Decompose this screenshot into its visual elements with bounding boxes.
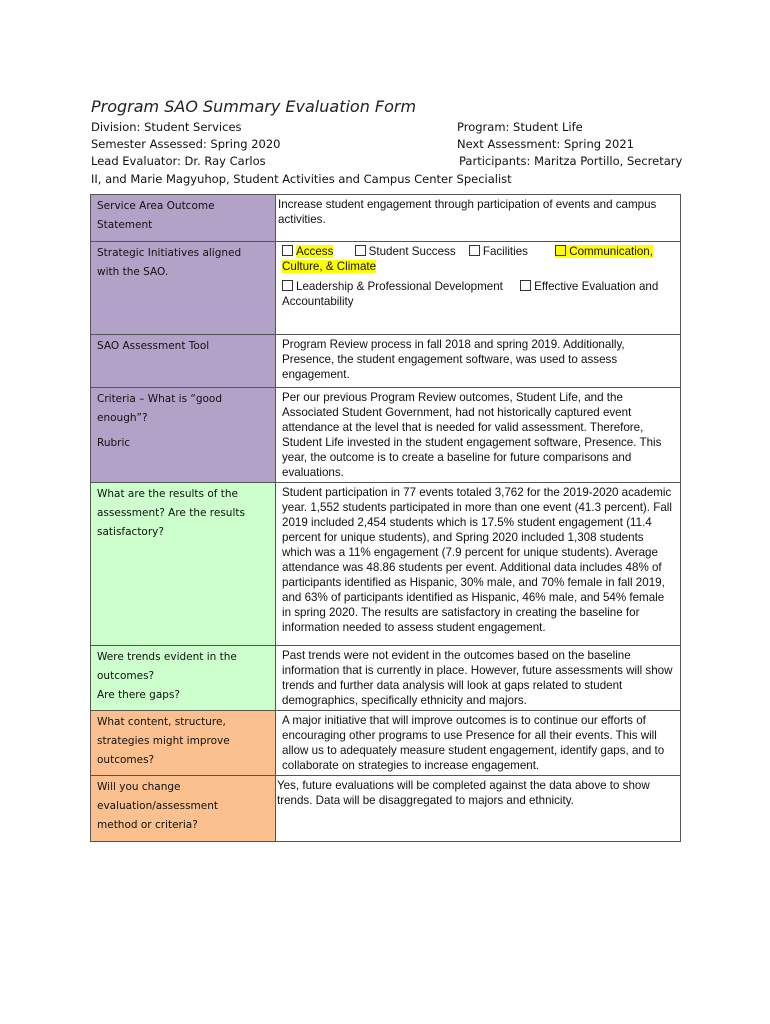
label-line: outcomes?: [97, 670, 155, 682]
value-trends: Past trends were not evident in the outcomes based on the baseline information that is currently in place. However, future assessments will show trends and further data analysis will look at gaps related to student demographics, specifically ethnicity and majors.: [276, 646, 681, 711]
value-outcome: Increase student engagement through participation of events and campus activities.: [276, 195, 681, 242]
label-line: enough”?: [97, 412, 148, 424]
option-effective-evaluation-cont: Accountability: [282, 295, 354, 308]
label-line: evaluation/assessment: [97, 800, 219, 812]
row-criteria: [91, 388, 681, 483]
label-line: Were trends evident in the: [97, 651, 237, 663]
label-results: [91, 483, 276, 646]
option-leadership: Leadership & Professional Development: [296, 280, 503, 293]
lead-evaluator-text: Lead Evaluator: Dr. Ray Carlos: [91, 154, 266, 168]
label-criteria: [91, 388, 276, 483]
option-communication: Communication,: [569, 245, 653, 258]
value-change: Yes, future evaluations will be completed against the data above to show trends. Data will be disaggregated to majors and ethnicity.: [276, 776, 681, 842]
row-change: [91, 776, 681, 842]
label-outcome: [91, 195, 276, 242]
value-tool: Program Review process in fall 2018 and spring 2019. Additionally, Presence, the student engagement software, was used to assess engagement.: [276, 335, 681, 388]
option-student-success: Student Success: [368, 245, 456, 258]
label-line: Are there gaps?: [97, 689, 180, 701]
label-line: with the SAO.: [97, 266, 169, 278]
label-line: SAO Assessment Tool: [97, 340, 210, 352]
checkbox-leadership[interactable]: [282, 280, 293, 291]
value-improve: A major initiative that will improve outcomes is to continue our efforts of encouraging other programs to use Presence for all their events. This will allow us to adequately measure student engagement, identify gaps, and to collaborate on strategies to increase engagement.: [276, 711, 681, 776]
value-criteria: Per our previous Program Review outcomes, Student Life, and the Associated Student Government, had not historically captured event attendance at the level that is needed for valid assessment. Therefore, Student Life invested in the student engagement software, Presence. This year, the outcome is to create a baseline for future comparisons and evaluations.: [276, 388, 681, 483]
label-line: outcomes?: [97, 754, 155, 766]
label-line: satisfactory?: [97, 526, 164, 538]
participants-text-cont: II, and Marie Magyuhop, Student Activities and Campus Center Specialist: [91, 172, 512, 186]
division-text: Division: Student Services: [91, 120, 242, 134]
row-initiatives: [91, 242, 681, 335]
semester-assessed-text: Semester Assessed: Spring 2020: [91, 137, 281, 151]
label-trends: [91, 646, 276, 711]
label-line: assessment? Are the results: [97, 507, 245, 519]
next-assessment-text: Next Assessment: Spring 2021: [457, 137, 634, 151]
checkbox-access[interactable]: [282, 245, 293, 256]
row-trends: [91, 646, 681, 711]
label-tool: [91, 335, 276, 388]
row-outcome: [91, 195, 681, 242]
label-improve: [91, 711, 276, 776]
checkbox-student-success[interactable]: [355, 245, 366, 256]
label-line: Service Area Outcome: [97, 200, 215, 212]
label-line: Statement: [97, 219, 153, 231]
option-communication-cont: Culture, & Climate: [282, 260, 377, 273]
label-line: What content, structure,: [97, 716, 226, 728]
option-effective-evaluation: Effective Evaluation and: [534, 280, 659, 293]
label-line: Will you change: [97, 781, 181, 793]
initiatives-options: [276, 242, 681, 335]
participants-text: Participants: Maritza Portillo, Secretary: [459, 154, 683, 168]
checkbox-communication[interactable]: [555, 245, 566, 256]
label-line: Strategic Initiatives aligned: [97, 247, 242, 259]
value-results: Student participation in 77 events totaled 3,762 for the 2019-2020 academic year. 1,552 students participated in more than one event (41.3 percent). Fall 2019 included 2,454 students which is 17.5% student engagement (11.4 percent for unique students), and Spring 2020 included 1,308 students which was a 11% engagement (7.9 percent for unique students). Average attendance was 48.86 students per event. Additional data includes 48% of participants identified as Hispanic, 30% male, and 70% female in fall 2019, and 63% of participants identified as Hispanic, 46% male, and 54% female in spring 2020. The results are satisfactory in creating the baseline for information needed to assess student engagement.: [276, 483, 681, 646]
row-results: [91, 483, 681, 646]
form-title: Program SAO Summary Evaluation Form: [91, 97, 417, 116]
checkbox-effective-evaluation[interactable]: [520, 280, 531, 291]
label-change: [91, 776, 276, 842]
label-line: Rubric: [97, 437, 131, 449]
label-line: strategies might improve: [97, 735, 230, 747]
evaluation-table: [90, 194, 681, 842]
label-line: method or criteria?: [97, 819, 198, 831]
option-access: Access: [296, 245, 334, 258]
label-initiatives: [91, 242, 276, 335]
program-text: Program: Student Life: [457, 120, 583, 134]
label-line: What are the results of the: [97, 488, 239, 500]
option-facilities: Facilities: [482, 245, 528, 258]
row-improve: [91, 711, 681, 776]
row-tool: [91, 335, 681, 388]
checkbox-facilities[interactable]: [469, 245, 480, 256]
label-line: Criteria – What is “good: [97, 393, 223, 405]
